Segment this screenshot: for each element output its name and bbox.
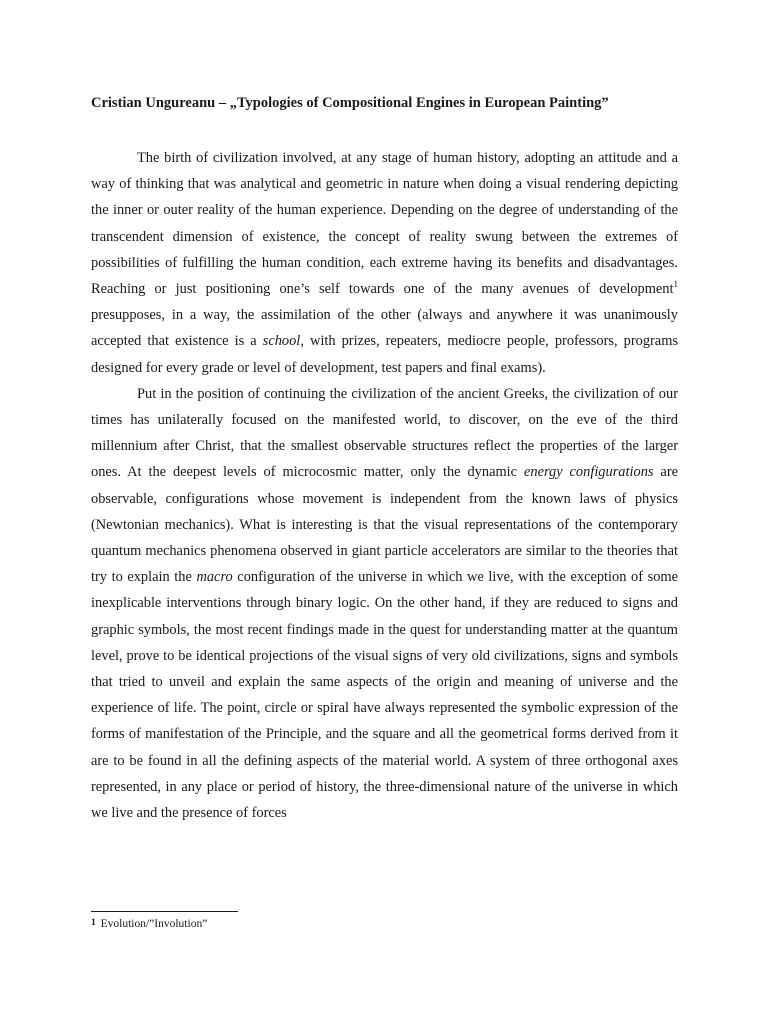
paragraph-2-text-a: Put in the position of continuing the civilization of the ancient Greeks, the civilization of our times has unilaterally focused on the manifested world, to discover, on the eve of the third millennium after Christ, that the smallest observable structures reflect the properties of the larger ones. At the deepest levels of microcosmic matter, only the dynamic: [91, 385, 678, 481]
paragraph-2: [91, 381, 678, 826]
paragraph-2-text-b: are observable, configurations whose movement is independent from the known laws of physics (Newtonian mechanics). What is interesting is that the visual representations of the contemporary quantum mechanics phenomena observed in giant particle accelerators are similar to the theories that try to explain the: [91, 464, 679, 586]
footnote-text: Evolution/”Involution”: [100, 918, 208, 930]
footnote-separator: [91, 911, 238, 912]
paragraph-1-text-b: presupposes, in a way, the assimilation of the other (always and anywhere it was unanimously accepted that existence is a: [91, 307, 678, 350]
paragraph-2-italic-energy: energy configurations: [523, 464, 654, 481]
paragraph-2-italic-macro: macro: [196, 569, 233, 586]
footnote-reference: 1: [673, 279, 678, 290]
paragraph-1-italic-school: school: [262, 333, 301, 350]
document-page: [91, 0, 678, 1024]
paragraph-2-text-c: configuration of the universe in which we live, with the exception of some inexplicable interventions through binary logic. On the other hand, if they are reduced to signs and graphic symbols, the most recent findings made in the quest for understanding matter at the quantum level, prove to be identical projections of the visual signs of very old civilizations, signs and symbols that tried to unveil and explain the same aspects of the origin and meaning of universe and the experience of life. The point, circle or spiral have always represented the symbolic expression of the forms of manifestation of the Principle, and the square and all the geometrical forms derived from it are to be found in all the defining aspects of the material world. A system of three orthogonal axes represented, in any place or period of history, the three-dimensional nature of the universe in which we live and the presence of forces: [91, 569, 678, 822]
paragraph-1: [91, 145, 678, 381]
footnote-marker: 1: [91, 918, 96, 928]
document-body: [91, 145, 678, 826]
footnote: [91, 915, 207, 932]
paragraph-1-text-c: , with prizes, repeaters, mediocre people, professors, programs designed for every grade or level of development, test papers and final exams).: [91, 333, 678, 376]
paragraph-1-text-a: The birth of civilization involved, at any stage of human history, adopting an attitude and a way of thinking that was analytical and geometric in nature when doing a visual rendering depicting the inner or outer reality of the human experience. Depending on the degree of understanding of the transcendent dimension of existence, the concept of reality swung between the extremes of possibilities of fulfilling the human condition, each extreme having its benefits and disadvantages. Reaching or just positioning one’s self towards one of the many avenues of development: [91, 150, 678, 298]
document-title: Cristian Ungureanu – „Typologies of Compositional Engines in European Painting”: [91, 95, 609, 111]
